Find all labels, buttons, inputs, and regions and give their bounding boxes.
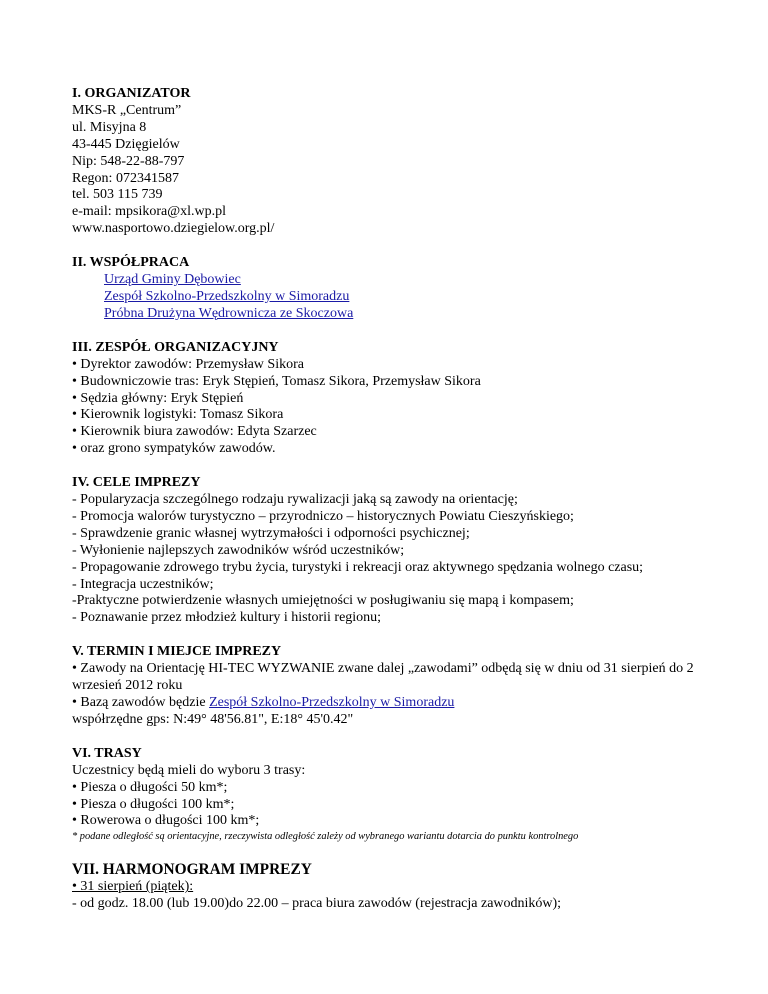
list-item: • Budowniczowie tras: Eryk Stępień, Tomasz Sikora, Przemysław Sikora xyxy=(72,373,481,389)
routes-intro: Uczestnicy będą mieli do wyboru 3 trasy: xyxy=(72,762,306,778)
list-item: • Rowerowa o długości 100 km*; xyxy=(72,813,260,829)
heading-harmonogram: VII. HARMONOGRAM IMPREZY xyxy=(72,861,312,879)
list-item: • Dyrektor zawodów: Przemysław Sikora xyxy=(72,356,304,372)
link-baza-zawodow[interactable]: Zespół Szkolno-Przedszkolny w Simoradzu xyxy=(209,695,455,710)
schedule-item: - od godz. 18.00 (lub 19.00)do 22.00 – praca biura zawodów (rejestracja zawodników); xyxy=(72,896,562,912)
section-trasy xyxy=(72,746,712,845)
organizer-street: ul. Misyjna 8 xyxy=(72,119,147,135)
heading-zespol: III. ZESPÓŁ ORGANIZACYJNY xyxy=(72,339,279,355)
list-item: - Integracja uczestników; xyxy=(72,576,214,592)
heading-trasy: VI. TRASY xyxy=(72,745,142,761)
list-item: • Piesza o długości 100 km*; xyxy=(72,796,235,812)
section-zespol xyxy=(72,340,712,458)
heading-termin: V. TERMIN I MIEJCE IMPREZY xyxy=(72,644,282,660)
gps-coordinates: współrzędne gps: N:49° 48'56.81", E:18° 45'0.42" xyxy=(72,711,354,727)
section-wspolpraca xyxy=(72,255,712,323)
event-date-text: • Zawody na Orientację HI-TEC WYZWANIE zwane dalej „zawodami” odbędą się w dniu od 31 sierpień do 2 wrzesień 2012 roku xyxy=(72,661,694,694)
organizer-nip: Nip: 548-22-88-797 xyxy=(72,153,185,169)
link-zespol-szkolny[interactable]: Zespół Szkolno-Przedszkolny w Simoradzu xyxy=(104,288,350,304)
heading-organizator: I. ORGANIZATOR xyxy=(72,86,191,101)
organizer-phone: tel. 503 115 739 xyxy=(72,187,163,203)
list-item: • Sędzia główny: Eryk Stępień xyxy=(72,390,244,406)
link-urzad-gminy[interactable]: Urząd Gminy Dębowiec xyxy=(104,272,241,288)
section-cele xyxy=(72,475,712,627)
heading-wspolpraca: II. WSPÓŁPRACA xyxy=(72,255,190,271)
link-druzyna-wedrownicza[interactable]: Próbna Drużyna Wędrownicza ze Skoczowa xyxy=(104,305,354,321)
heading-cele: IV. CELE IMPREZY xyxy=(72,475,201,491)
list-item: • Kierownik logistyki: Tomasz Sikora xyxy=(72,407,284,423)
organizer-regon: Regon: 072341587 xyxy=(72,170,179,186)
schedule-day: • 31 sierpień (piątek): xyxy=(72,879,194,895)
organizer-name: MKS-R „Centrum” xyxy=(72,102,182,118)
document-page xyxy=(72,86,712,930)
list-item: - Popularyzacja szczególnego rodzaju rywalizacji jaką są zawody na orientację; xyxy=(72,492,518,508)
event-base-prefix: • Bazą zawodów będzie xyxy=(72,695,210,710)
event-base-text xyxy=(72,695,712,712)
organizer-city: 43-445 Dzięgielów xyxy=(72,136,180,152)
list-item: - Propagowanie zdrowego trybu życia, turystyki i rekreacji oraz aktywnego spędzania wolnego czasu; xyxy=(72,559,644,575)
section-termin xyxy=(72,644,712,729)
list-item: - Promocja walorów turystyczno – przyrodniczo – historycznych Powiatu Cieszyńskiego; xyxy=(72,508,574,524)
list-item: • Piesza o długości 50 km*; xyxy=(72,779,228,795)
list-item: • Kierownik biura zawodów: Edyta Szarzec xyxy=(72,424,317,440)
organizer-email: e-mail: mpsikora@xl.wp.pl xyxy=(72,204,227,220)
section-harmonogram xyxy=(72,861,712,913)
list-item: - Poznawanie przez młodzież kultury i historii regionu; xyxy=(72,610,382,626)
routes-footnote: * podane odległość są orientacyjne, rzeczywista odległość zależy od wybranego wariantu dotarcia do punktu kontrolnego xyxy=(72,831,579,843)
section-organizator xyxy=(72,86,712,238)
list-item: - Sprawdzenie granic własnej wytrzymałości i odporności psychicznej; xyxy=(72,525,470,541)
list-item: • oraz grono sympatyków zawodów. xyxy=(72,441,276,457)
organizer-website: www.nasportowo.dziegielow.org.pl/ xyxy=(72,221,275,237)
list-item: -Praktyczne potwierdzenie własnych umiejętności w posługiwaniu się mapą i kompasem; xyxy=(72,593,574,609)
list-item: - Wyłonienie najlepszych zawodników wśród uczestników; xyxy=(72,542,405,558)
